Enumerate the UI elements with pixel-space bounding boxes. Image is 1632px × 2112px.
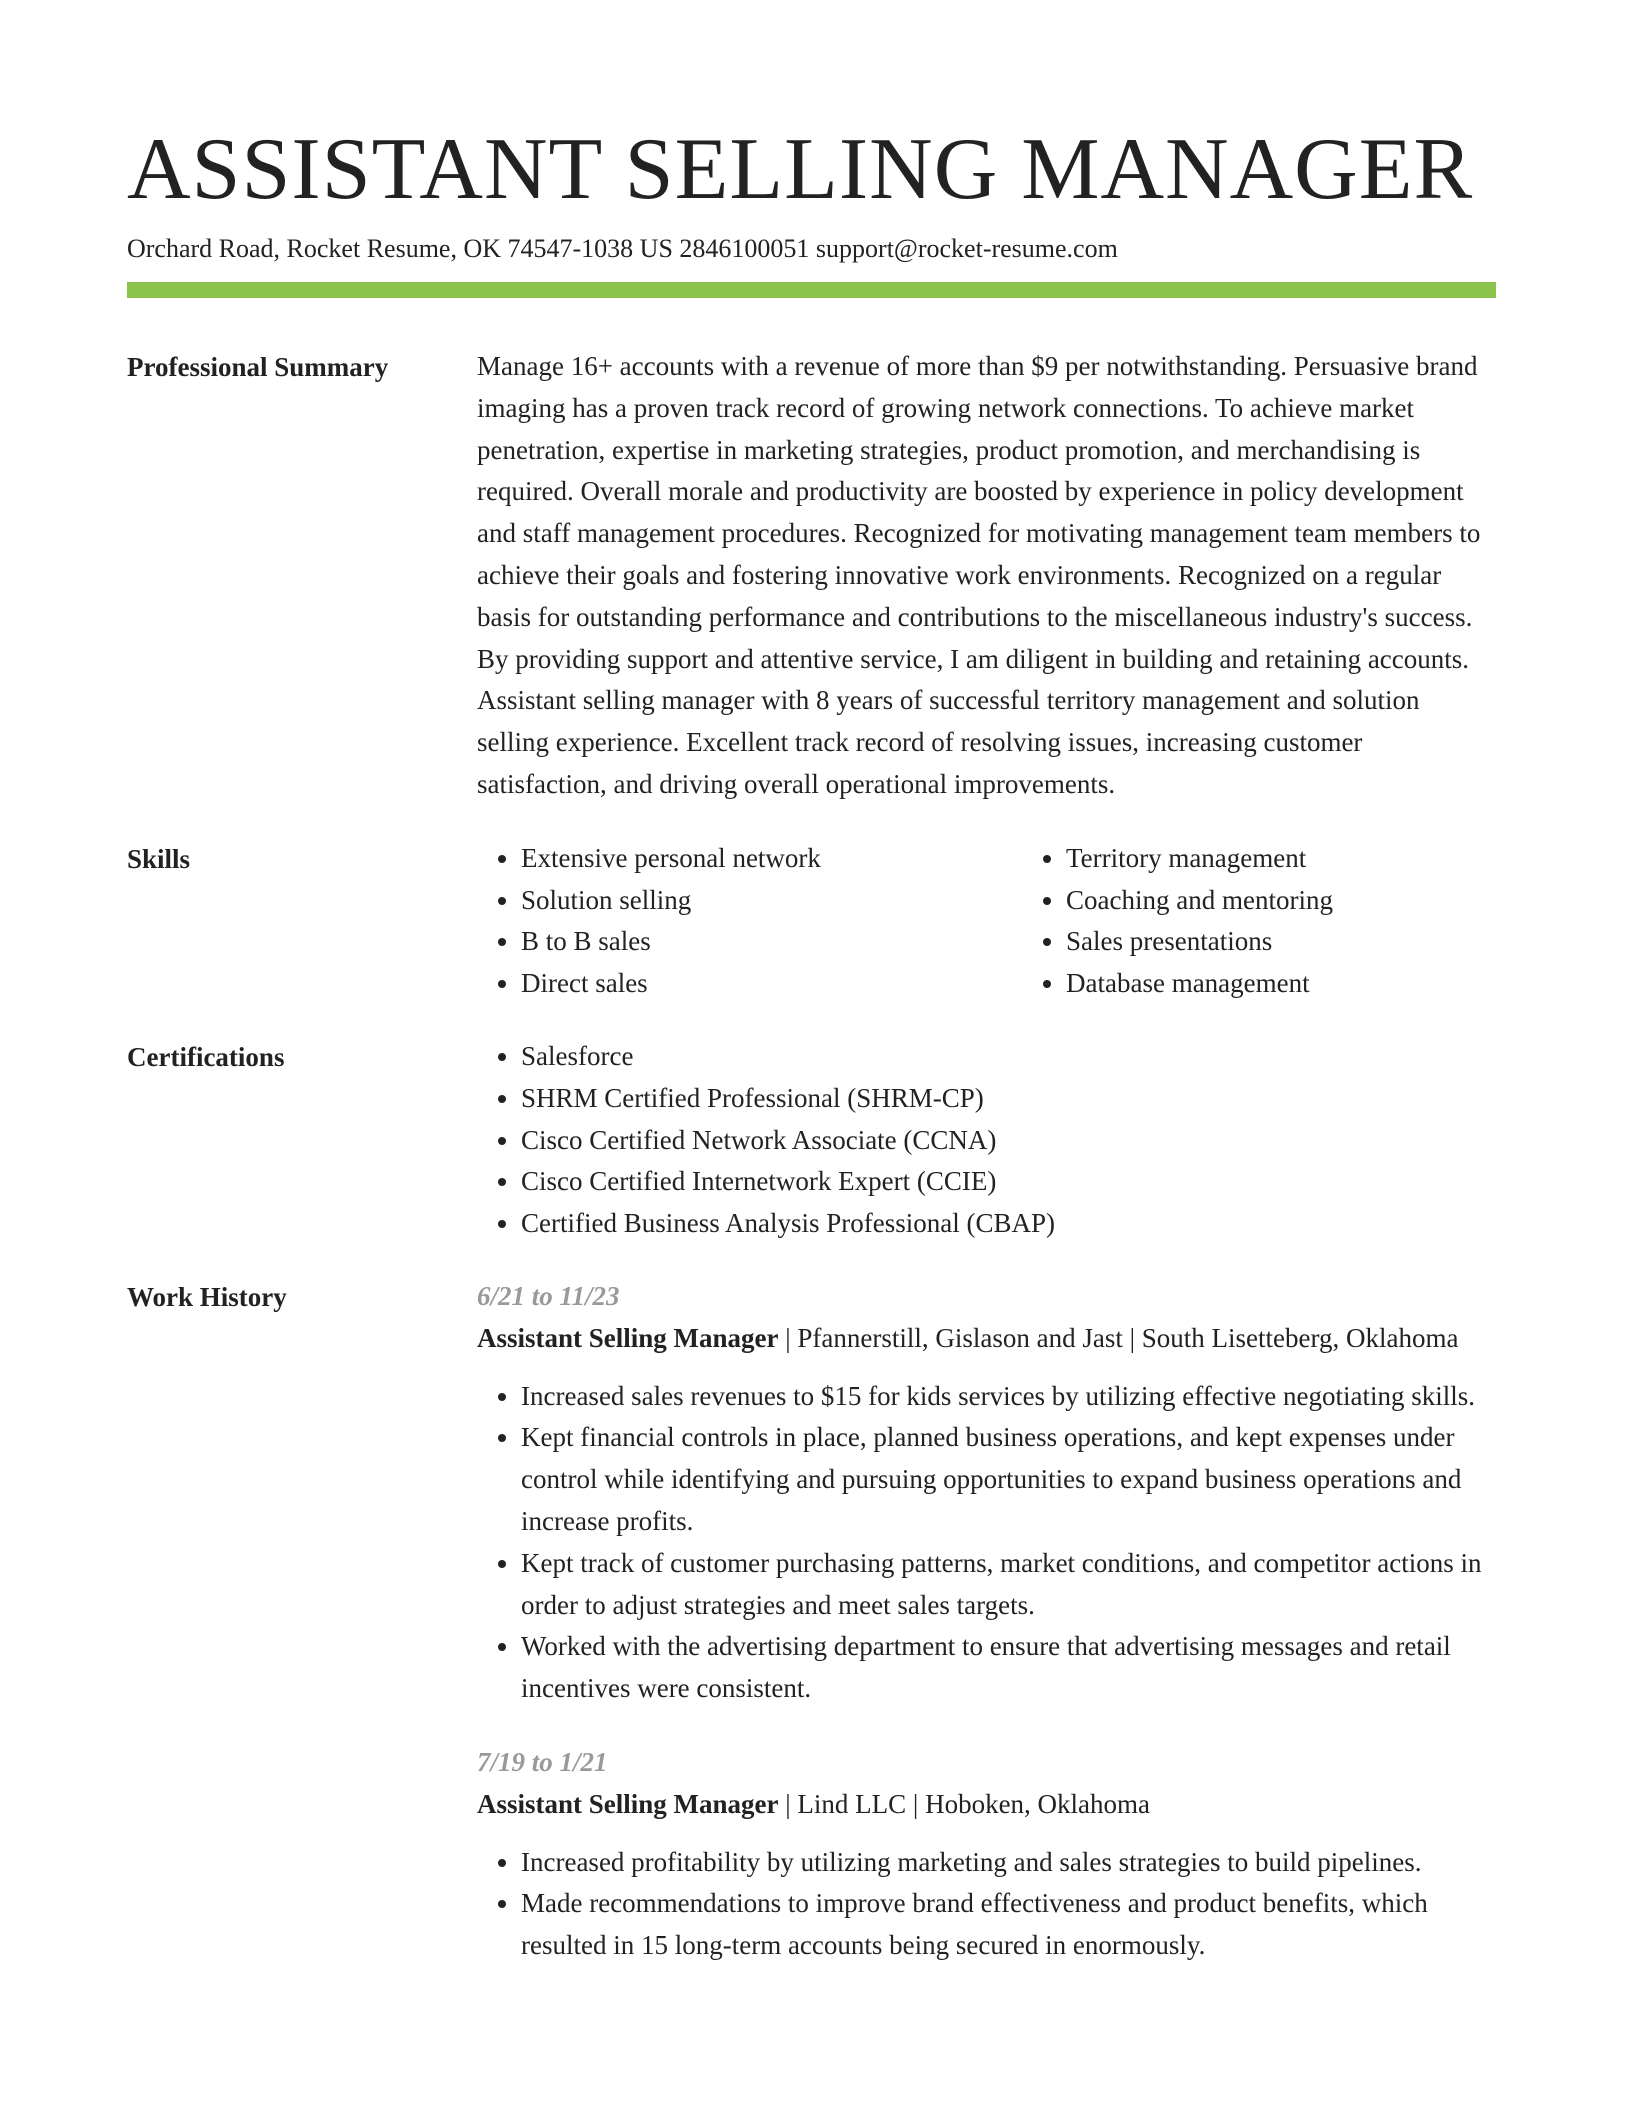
certification-item: • SHRM Certified Professional (SHRM-CP) <box>521 1078 1496 1120</box>
job-details: | Pfannerstill, Gislason and Jast | South Lisetteberg, Oklahoma <box>778 1322 1459 1353</box>
resume-page <box>127 118 1496 1967</box>
job-dates: 6/21 to 11/23 <box>477 1280 620 1311</box>
section-body <box>477 1276 1496 1967</box>
header-divider <box>127 282 1496 298</box>
skill-item: • Coaching and mentoring <box>1066 880 1567 922</box>
job-bullet: • Worked with the advertising department to ensure that advertising messages and retail incentives were consistent. <box>521 1626 1496 1710</box>
job-entry <box>477 1276 1496 1710</box>
job-bullets <box>477 1376 1496 1710</box>
skills-section <box>127 838 1496 1005</box>
job-bullet: • Increased profitability by utilizing marketing and sales strategies to build pipelines. <box>521 1842 1496 1884</box>
section-label: Work History <box>127 1281 287 1312</box>
skill-item: • Solution selling <box>521 880 1022 922</box>
skill-item: • B to B sales <box>521 921 1022 963</box>
skill-item: • Territory management <box>1066 838 1567 880</box>
job-details: | Lind LLC | Hoboken, Oklahoma <box>778 1788 1151 1819</box>
certification-item: • Salesforce <box>521 1036 1496 1078</box>
skills-list-right <box>1022 838 1567 1005</box>
candidate-name: ASSISTANT SELLING MANAGER <box>127 121 1474 218</box>
skills-list-left <box>477 838 1022 1005</box>
job-bullet: • Kept track of customer purchasing patterns, market conditions, and competitor actions in order to adjust strategies and meet sales targets. <box>521 1543 1496 1627</box>
job-bullet: • Kept financial controls in place, planned business operations, and kept expenses under control while identifying and pursuing opportunities to expand business operations and increase profits. <box>521 1417 1496 1542</box>
skills-grid <box>477 838 1567 1005</box>
section-label: Skills <box>127 843 191 874</box>
job-bullet: • Increased sales revenues to $15 for kids services by utilizing effective negotiating skills. <box>521 1376 1496 1418</box>
skill-item: • Extensive personal network <box>521 838 1022 880</box>
job-heading <box>477 1784 1496 1826</box>
certifications-section <box>127 1036 1496 1245</box>
contact-info: Orchard Road, Rocket Resume, OK 74547-1038 US 2846100051 support@rocket-resume.com <box>127 234 1118 263</box>
section-body <box>477 1036 1496 1245</box>
skill-item: • Direct sales <box>521 963 1022 1005</box>
skill-item: • Sales presentations <box>1066 921 1567 963</box>
skill-item: • Database management <box>1066 963 1567 1005</box>
resume-header <box>127 118 1496 298</box>
job-bullets <box>477 1842 1496 1967</box>
work-history-section <box>127 1276 1496 1967</box>
certification-item: • Cisco Certified Network Associate (CCNA) <box>521 1120 1496 1162</box>
job-heading <box>477 1318 1496 1360</box>
certification-item: • Certified Business Analysis Professional (CBAP) <box>521 1203 1496 1245</box>
job-dates: 7/19 to 1/21 <box>477 1746 608 1777</box>
professional-summary-section <box>127 346 1496 806</box>
certifications-list <box>477 1036 1496 1245</box>
certification-item: • Cisco Certified Internetwork Expert (CCIE) <box>521 1161 1496 1203</box>
job-title: Assistant Selling Manager <box>477 1788 779 1819</box>
summary-text: Manage 16+ accounts with a revenue of more than $9 per notwithstanding. Persuasive brand imaging has a proven track record of growing network connections. To achieve market penetration, expertise in marketing strategies, product promotion, and merchandising is required. Overall morale and productivity are boosted by experience in policy development and staff management procedures. Recognized for motivating management team members to achieve their goals and fostering innovative work environments. Recognized on a regular basis for outstanding performance and contributions to the miscellaneous industry's success. By providing support and attentive service, I am diligent in building and retaining accounts. Assistant selling manager with 8 years of successful territory management and solution selling experience. Excellent track record of resolving issues, increasing customer satisfaction, and driving overall operational improvements. <box>477 351 1481 799</box>
section-body <box>477 346 1496 806</box>
job-title: Assistant Selling Manager <box>477 1322 779 1353</box>
job-bullet: • Made recommendations to improve brand effectiveness and product benefits, which resulted in 15 long-term accounts being secured in enormously. <box>521 1883 1496 1967</box>
section-label: Professional Summary <box>127 352 389 382</box>
section-label: Certifications <box>127 1041 285 1072</box>
job-entry <box>477 1742 1496 1967</box>
